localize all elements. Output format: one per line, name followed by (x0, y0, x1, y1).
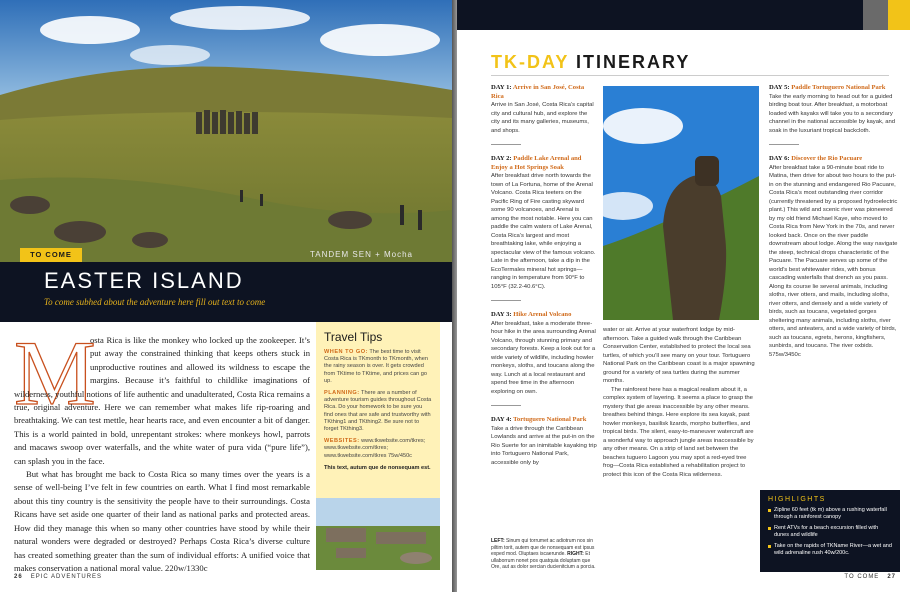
day-text: After breakfast, take a moderate three-hour hike in the area surrounding Arenal Volcano, through stunning primary and secondary forests. Keep a look out for a wide variety of wildlife, including howler monkeys, sloths, and toucans along the way. Lunch at a local restaurant and spend free time in the afternoon exploring on own. (491, 320, 596, 395)
tip-planning: PLANNING: There are a number of adventure tourism guides throughout Costa Rica. Do your homework to be sure you find ones that are safe and trustworthy with TKthing1 and TKthing2. Be sure not to forget TKthing3. (324, 390, 432, 433)
day-heading: DAY 1: Arrive in San José, Costa Rica (491, 84, 585, 100)
highlight-item: Rent ATVs for a beach excursion filled with dunes and wildlife (768, 525, 892, 539)
left-page (0, 0, 452, 592)
body-paragraph: But what has brought me back to Costa Rica so many times over the years is a sense of well-being I’ve felt in few countries on earth. What I find most remarkable about this tiny country is the sensitivity the people have to their surroundings. Costa Ricans have set aside one quarter of their land as national parks and protected areas. How did they manage this when so many other countries have stood by while their natural wonders were degraded or destroyed? Perhaps Costa Rica’s diverse culture has created something greater than the sum of individual efforts: A unified voice that makes conservation a national moral value. 220w/1330c (14, 469, 310, 573)
body-paragraph-text: osta Rica is like the monkey who locked up the zookeeper. It’s put away the constrained thinking that keeps others stuck in unproductive routines and allowed its wildness to escape the margins. Because it’s faithful to childlike imaginations of wilderness, youthful notions of life authentic and unadulterated, Costa Rica remains a true, original adventure. Here we can remember what makes life rip-roaring and breathtaking. We can test mettle, hear hearts race, and even encounter a bit of danger. This is a world painted in bold, unrepentant strokes: where monkeys howl, parrots and macaws swoop over waterfalls, and the white water of pura vida (“pure life”), can splash you in the face. (14, 335, 310, 466)
photo-credit: TANDEM SEN + Mocha (310, 250, 413, 259)
itinerary-col-2 (603, 326, 755, 479)
travel-tips-box (316, 322, 440, 498)
day-heading: DAY 6: Discover the Rio Pacuare (769, 155, 863, 162)
highlight-item: Take on the rapids of TKName River—a wet and wild adrenaline rush 40w/200c. (768, 543, 892, 557)
highlights-title: HIGHLIGHTS (768, 496, 826, 503)
day-text: Arrive in San José, Costa Rica’s capital city and cultural hub, and explore the city and its many galleries, museums, and shops. (491, 102, 594, 134)
tip-when: WHEN TO GO: The best time to visit Costa Rica is TKmonth to TKmonth, when the rainy season is over. It gets crowded from TKtime to TKtime, and prices can go up. (324, 349, 428, 384)
itinerary-title: TK-DAY ITINERARY (491, 52, 691, 72)
right-page (457, 0, 910, 592)
folio-left: 26 EPIC ADVENTURES (14, 574, 103, 580)
day-heading: DAY 2: Paddle Lake Arenal and Enjoy a Hot Springs Soak (491, 155, 582, 171)
article-body (14, 334, 310, 575)
mid-text: The rainforest here has a magical realism about it, a complex system of layering. It seems a place to grasp the mystery that gie areas inaccessible by any other means. breathes behind things. Here explore its sea kayak, past howler monkeys, basilisk lizards, morpho butterflies, and tropical birds. The silent, easy-to-maneuver watercraft are a wonderful way to approach jungle areas inaccessible by any other means. On a strip of land set between the beaches tuguero Lagoon you may spot a red-eyed tree frog—Costa Rica established a rehabilitation project to protect this icon of the Costa Rica wilderness. (603, 386, 754, 478)
ruins-photo (316, 498, 440, 570)
top-bar (457, 0, 910, 30)
highlights-box (760, 490, 900, 572)
tip-websites: WEBSITES: www.tkwebsite.com/tkres; www.tkwebsite.com/tkres; www.tkwebsite.com/tkres 75w/450c (324, 438, 426, 459)
moai-photo (603, 86, 759, 320)
body-paragraph (14, 334, 310, 468)
travel-tips-title: Travel Tips (324, 330, 383, 344)
folio-right: TO COME 27 (844, 574, 896, 580)
section-tag: TO COME (20, 248, 82, 262)
day-text: Take a drive through the Caribbean Lowlands and arrive at the put-in on the Rio Suerte for an inimitable kayaking trip into Tortuguero National Park, accessible only by (491, 425, 597, 466)
day-text: After breakfast drive north towards the town of La Fortuna, home of the Arenal Volcano. Costa Rica teeters on the Pacific Ring of Fire casting skyward some 90 volcanoes, and Arenal is among the most notable. Here you can paddle the calm waters of Lake Arenal, Costa Rica’s largest and most breathtaking lake, while enjoying a spectacular view of the famous volcano. Late in the afternoon, take a dip in the EcoTermales mineral hot springs—ranging in temperature from 90°F to 105°F (32.2-40.6°C). (491, 173, 596, 290)
article-dek: To come subhed about the adventure here fill out text to come (44, 297, 266, 307)
itinerary-col-1 (491, 84, 597, 467)
mid-text: water or air. Arrive at your waterfront lodge by mid-afternoon. Take a guided walk through the Caribbean Conservation Center, established to protect the local sea turtles, of which you’ll see many on your tour. Tortuguero National Park on the Caribbean coast is a major spawning ground for a variety of sea turtles during the summer months. (603, 327, 755, 384)
article-headline: EASTER ISLAND (44, 268, 244, 293)
drop-cap-letter: M (14, 322, 96, 424)
photo-caption: LEFT: Sinum qui torrumet ac adiotrum nos sin piltim torit, autem que de nonsequam est ipsus exped mod. Oluptaes iscaerunde. RIGHT: Et ullaborrum nonet pos quatquia doluptam que Ore, aut as dolor sercian ducienitcium a porcia. (491, 538, 596, 570)
itinerary-col-3 (769, 84, 899, 359)
highlight-item: Zipline 60 feet (tk m) above a rushing waterfall through a rainforest canopy (768, 507, 892, 521)
title-rule (491, 75, 889, 76)
day-text: Take the early morning to head out for a guided birding boat tour. After breakfast, a motorboat loaded with kayaks will take you to a secondary channel in the national accessible by kayak, and soak in the luxuriant tropical backcloth. (769, 93, 896, 134)
tip-footnote: This text, autum que de nonsequam est. (324, 464, 431, 471)
day-heading: DAY 3: Hike Arenal Volcano (491, 311, 572, 318)
day-text: After breakfast take a 90-minute boat ride to Matina, then drive for about two hours to the put-in on the stunning and endangered Rio Pacuare, Costa Rica’s most outstanding river corridor (currently threatened by a proposed hydroelectric plant.) This wild and scenic river was pioneered by my old friend Michael Kaye, who moved to Costa Rica from New York in the 70s, and never looked back. Once on the river paddle downstream about lodge. Along the way navigate the steep, technical drops characteristic of the Pacuare. The Pacuare serves up some of the world’s best whitewater rides, with bonus cascading waterfalls that drench as you pass. Along its course lie several animals, including sloths, river otters, and mails, including sloths, river otters, and densely and a wide variety of birds, such as toucans, vegetated gorges sheltering many animals, including sloths, river otters, and anteaters, and a wide variety of birds, such as toucans, egrets, herons, kingfishers, sunbirds, and toucans. The river oxbids. 575w/3450c (769, 164, 898, 358)
day-heading: DAY 4: Tortuguero National Park (491, 416, 587, 423)
day-heading: DAY 5: Paddle Tortuguero National Park (769, 84, 886, 91)
